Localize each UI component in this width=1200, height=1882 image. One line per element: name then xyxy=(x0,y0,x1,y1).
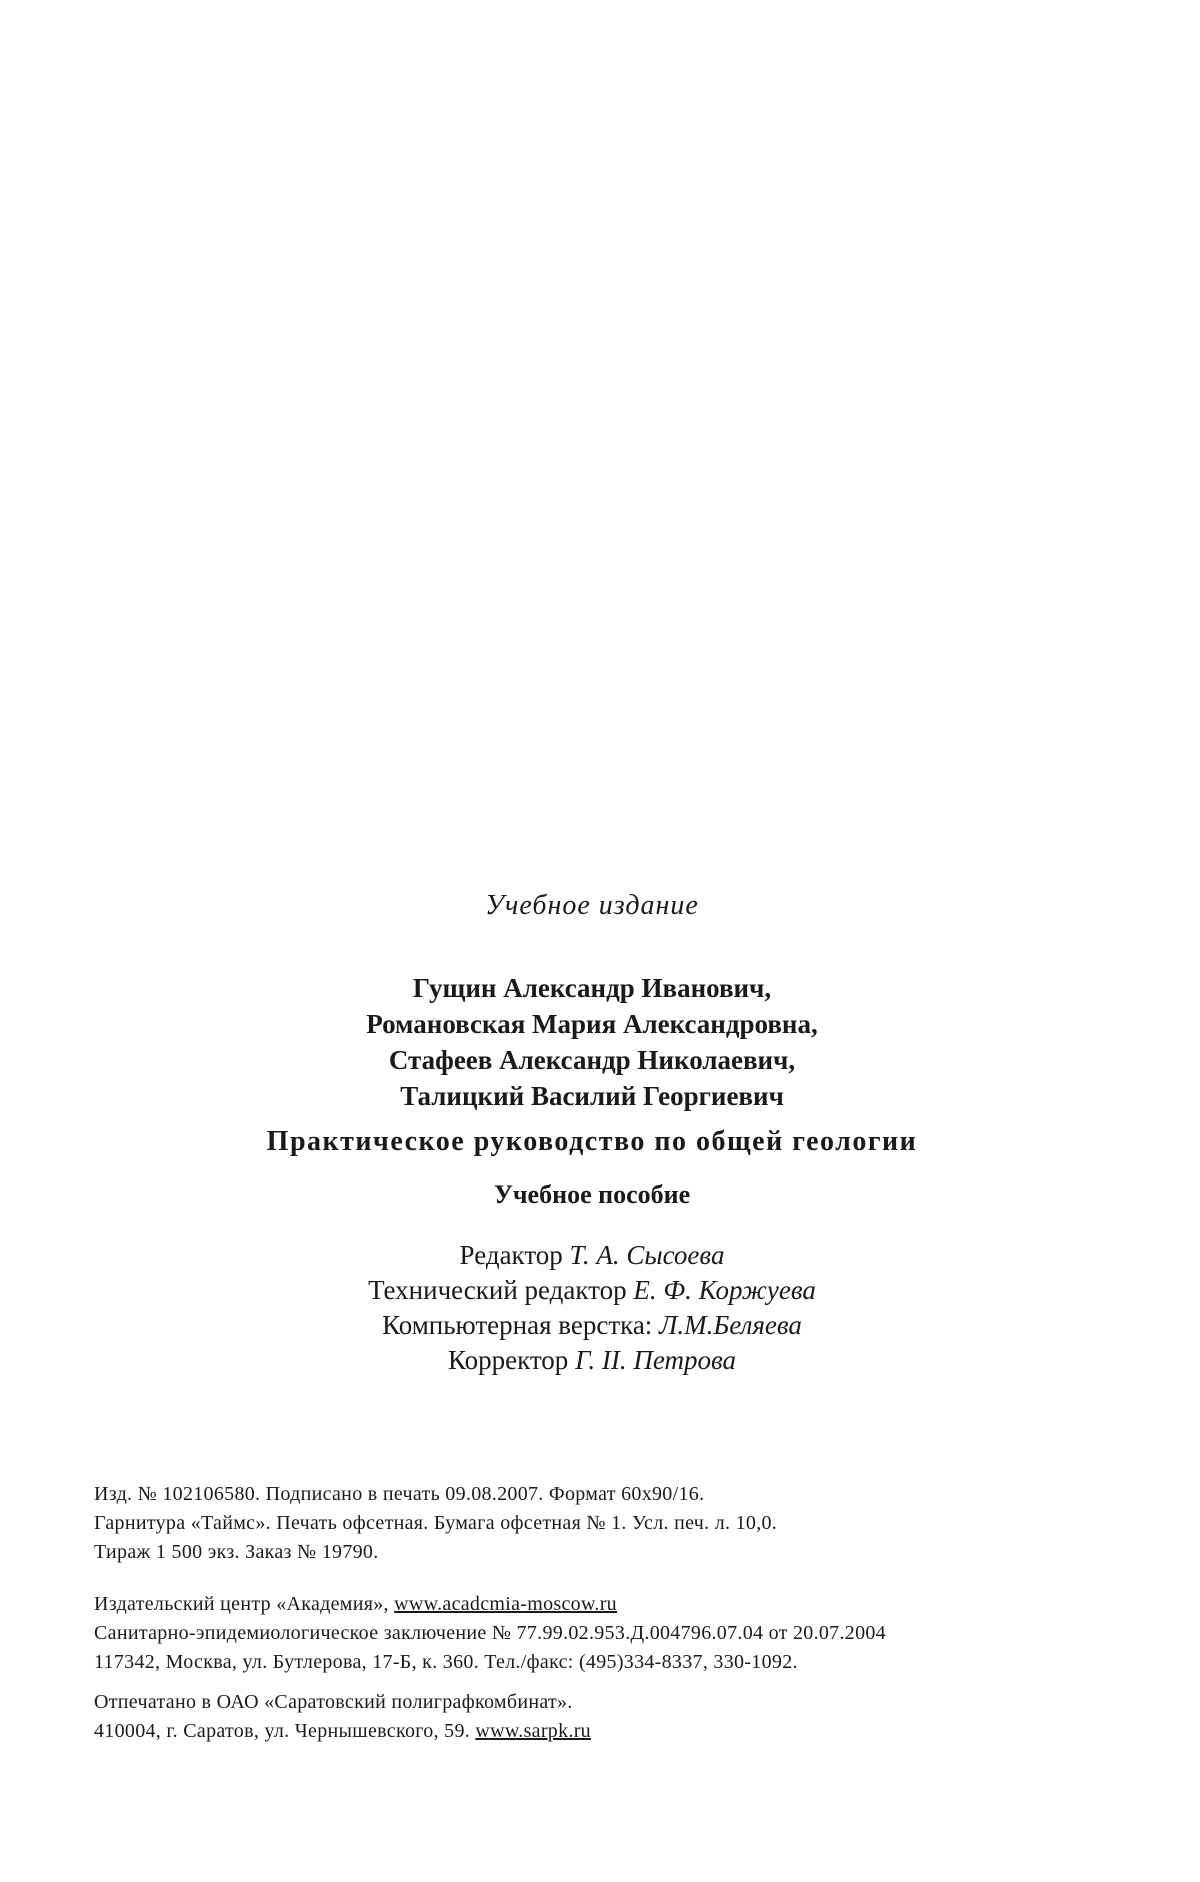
staff-role: Компьютерная верстка: xyxy=(382,1310,653,1340)
staff-person: Е. Ф. Коржуева xyxy=(633,1275,816,1305)
author-name: Гущин Александр Иванович, xyxy=(412,973,772,1003)
print-details-line: Тираж 1 500 экз. Заказ № 19790. xyxy=(94,1541,379,1563)
staff-line-proofreader xyxy=(0,1343,1184,1378)
staff-line-tech-editor xyxy=(0,1273,1184,1308)
sanitary-conclusion: Санитарно-эпидемиологическое заключение № 77.99.02.953.Д.004796.07.04 от 20.07.2004 xyxy=(94,1622,886,1644)
printer-info xyxy=(94,1688,1094,1746)
book-title: Практическое руководство по общей геологии xyxy=(266,1126,918,1157)
authors-list xyxy=(0,970,1184,1114)
print-details-line: Изд. № 102106580. Подписано в печать 09.08.2007. Формат 60x90/16. xyxy=(94,1483,705,1505)
publisher-name-line xyxy=(94,1590,1094,1619)
publisher-info xyxy=(94,1590,1094,1677)
publisher-website-link[interactable]: www.acadcmia-moscow.ru xyxy=(394,1593,617,1615)
staff-role: Корректор xyxy=(447,1345,569,1375)
author-name: Стафеев Александр Николаевич, xyxy=(388,1045,796,1075)
staff-person: Г. II. Петрова xyxy=(575,1345,737,1375)
staff-person: Т. А. Сысоева xyxy=(569,1240,725,1270)
staff-line-layout xyxy=(0,1308,1184,1343)
author-name: Талицкий Василий Георгиевич xyxy=(400,1081,784,1111)
staff-person: Л.М.Беляева xyxy=(659,1310,802,1340)
publisher-name: Издательский центр «Академия», xyxy=(94,1593,389,1615)
printer-address-line xyxy=(94,1717,1094,1746)
author-name: Романовская Мария Александровна, xyxy=(366,1009,818,1039)
staff-credits xyxy=(0,1238,1184,1378)
staff-role: Технический редактор xyxy=(368,1275,627,1305)
staff-role: Редактор xyxy=(459,1240,563,1270)
publisher-address: 117342, Москва, ул. Бутлерова, 17-Б, к. 360. Тел./факс: (495)334-8337, 330-1092. xyxy=(94,1651,798,1673)
printer-address: 410004, г. Саратов, ул. Чернышевского, 59. xyxy=(94,1720,471,1742)
print-details xyxy=(94,1480,1094,1567)
printer-name: Отпечатано в ОАО «Саратовский полиграфкомбинат». xyxy=(94,1691,573,1713)
edition-type: Учебное издание xyxy=(485,890,699,921)
book-subtitle: Учебное пособие xyxy=(493,1180,691,1209)
printer-website-link[interactable]: www.sarpk.ru xyxy=(475,1720,591,1742)
staff-line-editor xyxy=(0,1238,1184,1273)
print-details-line: Гарнитура «Таймс». Печать офсетная. Бумага офсетная № 1. Усл. печ. л. 10,0. xyxy=(94,1512,778,1534)
